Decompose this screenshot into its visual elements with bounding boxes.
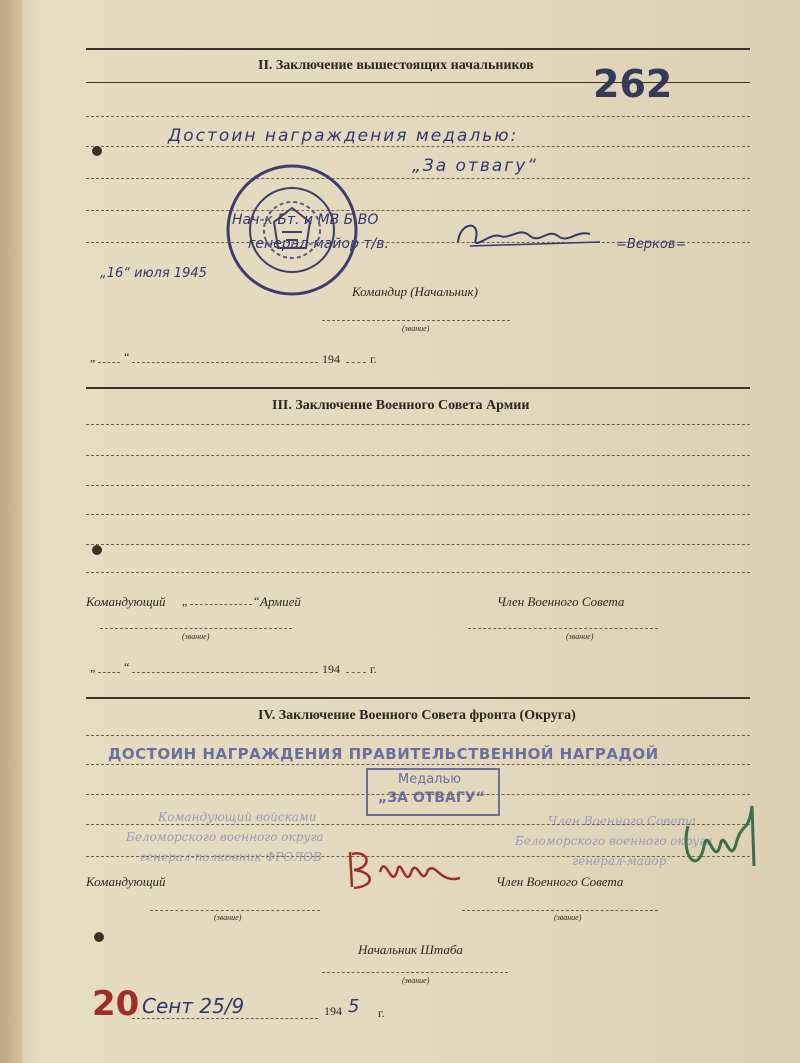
rank-caption: (звание) [402, 324, 430, 333]
date-g: г. [370, 352, 377, 366]
date-year: 194 [324, 1004, 342, 1018]
faint-stamp-right-2: Беломорского военного округа [515, 834, 713, 848]
green-pencil-signature [678, 796, 768, 886]
handwritten-signature-1 [450, 212, 610, 262]
handwritten-signer-name: =Верков= [616, 237, 687, 252]
medal-stamp-line2: „ЗА ОТВАГУ“ [378, 790, 485, 806]
commander-label: Командующий [86, 594, 166, 609]
page-binding-edge [0, 0, 22, 1063]
blank-line [86, 210, 750, 211]
handwritten-year-digit: 5 [348, 996, 360, 1017]
section2-title: II. Заключение вышестоящих начальников [258, 58, 534, 73]
handwritten-recommendation: Достоин награждения медалью: [168, 126, 519, 146]
award-sheet-page: II. Заключение вышестоящих начальников 262 Достоин награждения медалью: „За отвагу“ Нач-к Бт. и МВ Б.ВО генерал-майор т/в. =Верков= „16“ июля 1945 Командир (Начальник) (звание) „ “ 194 г. III. Заключение Военного Совета Армии Командующий „ “ Армией Член Военного Совета (звание) (звание) „ “ 194 г. IV. Заключение Военного Совета фронта (Округа) ДОСТОИН НАГРАЖДЕНИЯ ПРАВИТЕЛЬСТВЕННОЙ НАГРАДОЙ Медалью „ЗА ОТВАГУ“ Командующий войсками Беломорского военного округа генерал-полковник ФРОЛОВ Член Военного Совета Беломорского военного округа генерал-майор Командующий Член Военного Совета (звание) (звание) Начальник Штаба (звание) 20 Сент 25/9 194 5 г. [0, 0, 800, 1063]
blank-line [86, 178, 750, 179]
faint-stamp-right-3: генерал-майор [572, 854, 667, 868]
blank-line [86, 116, 750, 117]
approval-stamp-line: ДОСТОИН НАГРАЖДЕНИЯ ПРАВИТЕЛЬСТВЕННОЙ НАГРАДОЙ [108, 745, 659, 763]
handwritten-day: 20 [92, 984, 140, 1024]
commander-label: Командир (Начальник) [352, 284, 478, 299]
medal-stamp-line1: Медалью [398, 772, 462, 787]
faint-stamp-right-1: Член Военного Совета [548, 814, 697, 828]
handwritten-medal-name: „За отвагу“ [412, 156, 539, 176]
punch-hole [94, 932, 104, 942]
round-seal-stamp [222, 160, 362, 300]
council-member-label: Член Военного Совета [497, 594, 625, 609]
rank-caption: (звание) [402, 976, 430, 985]
handwritten-date: „16“ июля 1945 [100, 266, 207, 281]
medal-stamp-box [366, 768, 500, 816]
rank-caption: (звание) [554, 913, 582, 922]
faint-stamp-left-2: Беломорского военного округа [126, 830, 324, 844]
red-pencil-signature [340, 832, 470, 902]
section-rule [86, 82, 750, 83]
section4-title: IV. Заключение Военного Совета фронта (Округа) [258, 708, 576, 723]
council-member-label: Член Военного Совета [496, 874, 624, 889]
date-year: 194 [322, 662, 340, 676]
date-g: г. [370, 662, 377, 676]
rank-caption: (звание) [566, 632, 594, 641]
army-label: Армией [260, 594, 301, 609]
section-rule [86, 48, 750, 50]
faint-stamp-left-1: Командующий войсками [158, 810, 317, 824]
commander-label: Командующий [86, 874, 166, 889]
section-rule [86, 387, 750, 389]
handwritten-month: Сент 25/9 [142, 994, 245, 1018]
blank-line [86, 242, 750, 243]
rank-caption: (звание) [214, 913, 242, 922]
handwritten-number-262: 262 [593, 62, 673, 106]
section-rule [86, 697, 750, 699]
punch-hole [92, 146, 102, 156]
rank-line [322, 320, 510, 321]
blank-line [86, 146, 750, 147]
section3-title: III. Заключение Военного Совета Армии [272, 398, 530, 413]
handwritten-signer-position: Нач-к Бт. и МВ Б.ВО [232, 212, 379, 228]
chief-of-staff-label: Начальник Штаба [358, 942, 463, 957]
handwritten-signer-rank: генерал-майор т/в. [248, 236, 389, 252]
date-year: 194 [322, 352, 340, 366]
faint-stamp-left-3: генерал-полковник ФРОЛОВ [140, 850, 322, 864]
date-g: г. [378, 1006, 385, 1020]
punch-hole [92, 545, 102, 555]
rank-caption: (звание) [182, 632, 210, 641]
